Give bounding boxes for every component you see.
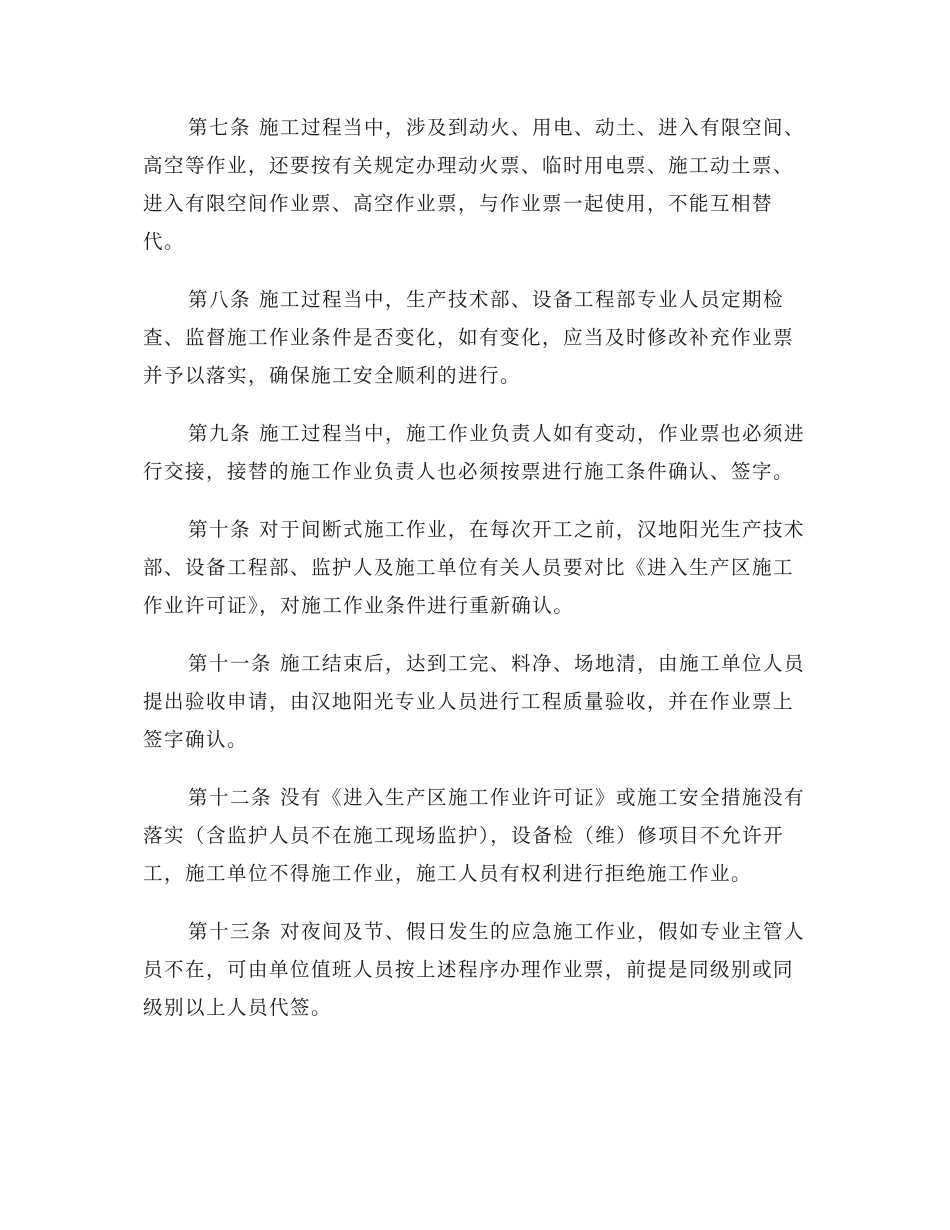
article-7 xyxy=(143,109,808,261)
article-9 xyxy=(143,415,808,491)
article-number: 第七条 xyxy=(188,116,252,139)
article-11 xyxy=(143,645,808,759)
article-10 xyxy=(143,511,808,625)
article-number: 第十三条 xyxy=(188,920,273,943)
article-text: 对夜间及节、假日发生的应急施工作业，假如专业主管人员不在，可由单位值班人员按上述程序办理作业票，前提是同级别或同级别以上人员代签。 xyxy=(143,920,806,1019)
article-number: 第八条 xyxy=(188,288,252,311)
article-text: 施工结束后，达到工完、料净、场地清，由施工单位人员提出验收申请，由汉地阳光专业人员进行工程质量验收，并在作业票上签字确认。 xyxy=(143,652,806,751)
article-number: 第九条 xyxy=(188,422,252,445)
article-12 xyxy=(143,779,808,893)
article-text: 对于间断式施工作业，在每次开工之前，汉地阳光生产技术部、设备工程部、监护人及施工单位有关人员要对比《进入生产区施工作业许可证》，对施工作业条件进行重新确认。 xyxy=(143,518,806,617)
article-text: 没有《进入生产区施工作业许可证》或施工安全措施没有落实（含监护人员不在施工现场监护），设备检（维）修项目不允许开工，施工单位不得施工作业，施工人员有权利进行拒绝施工作业。 xyxy=(143,786,806,885)
article-8 xyxy=(143,281,808,395)
article-text: 施工过程当中，涉及到动火、用电、动土、进入有限空间、高空等作业，还要按有关规定办理动火票、临时用电票、施工动土票、进入有限空间作业票、高空作业票，与作业票一起使用，不能互相替代。 xyxy=(143,116,806,253)
article-number: 第十一条 xyxy=(188,652,273,675)
article-text: 施工过程当中，施工作业负责人如有变动，作业票也必须进行交接，接替的施工作业负责人也必须按票进行施工条件确认、签字。 xyxy=(143,422,806,483)
article-text: 施工过程当中，生产技术部、设备工程部专业人员定期检查、监督施工作业条件是否变化，如有变化，应当及时修改补充作业票并予以落实，确保施工安全顺利的进行。 xyxy=(143,288,795,387)
article-number: 第十条 xyxy=(188,518,252,541)
article-13 xyxy=(143,913,808,1027)
article-number: 第十二条 xyxy=(188,786,273,809)
document-body xyxy=(143,109,808,1047)
